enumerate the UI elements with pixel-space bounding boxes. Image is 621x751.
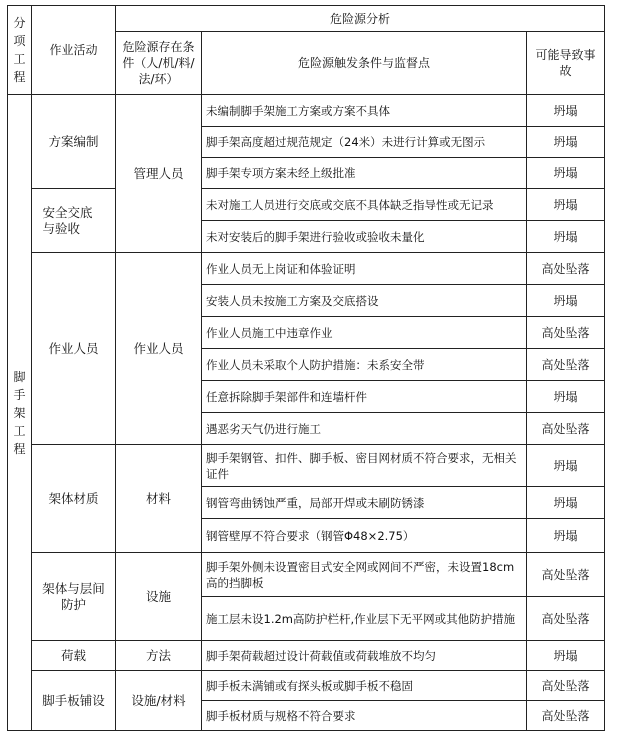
trigger-cell: 脚手架钢管、扣件、脚手板、密目网材质不符合要求，无相关证件 <box>202 445 527 487</box>
subproject-cell: 脚手架工程 <box>8 95 32 731</box>
trigger-cell: 脚手架专项方案未经上级批准 <box>202 158 527 189</box>
trigger-cell: 脚手架高度超过规范规定（24米）未进行计算或无图示 <box>202 127 527 158</box>
accident-cell: 坍塌 <box>527 445 605 487</box>
accident-cell: 坍塌 <box>527 487 605 519</box>
accident-cell: 坍塌 <box>527 285 605 317</box>
accident-cell: 坍塌 <box>527 95 605 127</box>
accident-cell: 坍塌 <box>527 221 605 253</box>
activity-cell: 脚手板铺设 <box>32 671 116 731</box>
trigger-cell: 任意拆除脚手架部件和连墙杆件 <box>202 381 527 413</box>
accident-cell: 高处坠落 <box>527 413 605 445</box>
activity-cell: 安全交底与验收 <box>32 189 116 253</box>
condition-cell: 管理人员 <box>116 95 202 253</box>
activity-cell: 荷载 <box>32 641 116 671</box>
trigger-cell: 脚手架荷载超过设计荷载值或荷载堆放不均匀 <box>202 641 527 671</box>
header-accident: 可能导致事故 <box>527 32 605 95</box>
accident-cell: 高处坠落 <box>527 671 605 701</box>
accident-cell: 坍塌 <box>527 381 605 413</box>
activity-cell: 架体材质 <box>32 445 116 553</box>
trigger-cell: 脚手架外侧未设置密目式安全网或网间不严密，未设置18cm高的挡脚板 <box>202 553 527 597</box>
accident-cell: 高处坠落 <box>527 597 605 641</box>
trigger-cell: 钢管弯曲锈蚀严重，局部开焊或未刷防锈漆 <box>202 487 527 519</box>
activity-cell: 作业人员 <box>32 253 116 445</box>
accident-cell: 高处坠落 <box>527 349 605 381</box>
header-subproject: 分项工程 <box>8 6 32 95</box>
accident-cell: 坍塌 <box>527 519 605 553</box>
trigger-cell: 遇恶劣天气仍进行施工 <box>202 413 527 445</box>
trigger-cell: 未对施工人员进行交底或交底不具体缺乏指导性或无记录 <box>202 189 527 221</box>
accident-cell: 高处坠落 <box>527 553 605 597</box>
accident-cell: 坍塌 <box>527 127 605 158</box>
condition-cell: 作业人员 <box>116 253 202 445</box>
activity-cell: 架体与层间防护 <box>32 553 116 641</box>
condition-cell: 设施 <box>116 553 202 641</box>
trigger-cell: 钢管壁厚不符合要求（钢管Φ48×2.75） <box>202 519 527 553</box>
trigger-cell: 脚手板材质与规格不符合要求 <box>202 701 527 731</box>
trigger-cell: 作业人员施工中违章作业 <box>202 317 527 349</box>
accident-cell: 坍塌 <box>527 189 605 221</box>
hazard-analysis-table <box>7 5 604 731</box>
trigger-cell: 未对安装后的脚手架进行验收或验收未量化 <box>202 221 527 253</box>
trigger-cell: 安装人员未按施工方案及交底搭设 <box>202 285 527 317</box>
header-trigger: 危险源触发条件与监督点 <box>202 32 527 95</box>
accident-cell: 坍塌 <box>527 158 605 189</box>
trigger-cell: 脚手板未满铺或有探头板或脚手板不稳固 <box>202 671 527 701</box>
trigger-cell: 作业人员无上岗证和体验证明 <box>202 253 527 285</box>
header-condition: 危险源存在条件（人/机/料/法/环） <box>116 32 202 95</box>
activity-cell: 方案编制 <box>32 95 116 189</box>
condition-cell: 方法 <box>116 641 202 671</box>
trigger-cell: 作业人员未采取个人防护措施：未系安全带 <box>202 349 527 381</box>
accident-cell: 坍塌 <box>527 641 605 671</box>
trigger-cell: 施工层未设1.2m高防护栏杆,作业层下无平网或其他防护措施 <box>202 597 527 641</box>
accident-cell: 高处坠落 <box>527 317 605 349</box>
header-hazard-analysis: 危险源分析 <box>116 6 605 32</box>
condition-cell: 设施/材料 <box>116 671 202 731</box>
condition-cell: 材料 <box>116 445 202 553</box>
header-activity: 作业活动 <box>32 6 116 95</box>
accident-cell: 高处坠落 <box>527 701 605 731</box>
accident-cell: 高处坠落 <box>527 253 605 285</box>
trigger-cell: 未编制脚手架施工方案或方案不具体 <box>202 95 527 127</box>
